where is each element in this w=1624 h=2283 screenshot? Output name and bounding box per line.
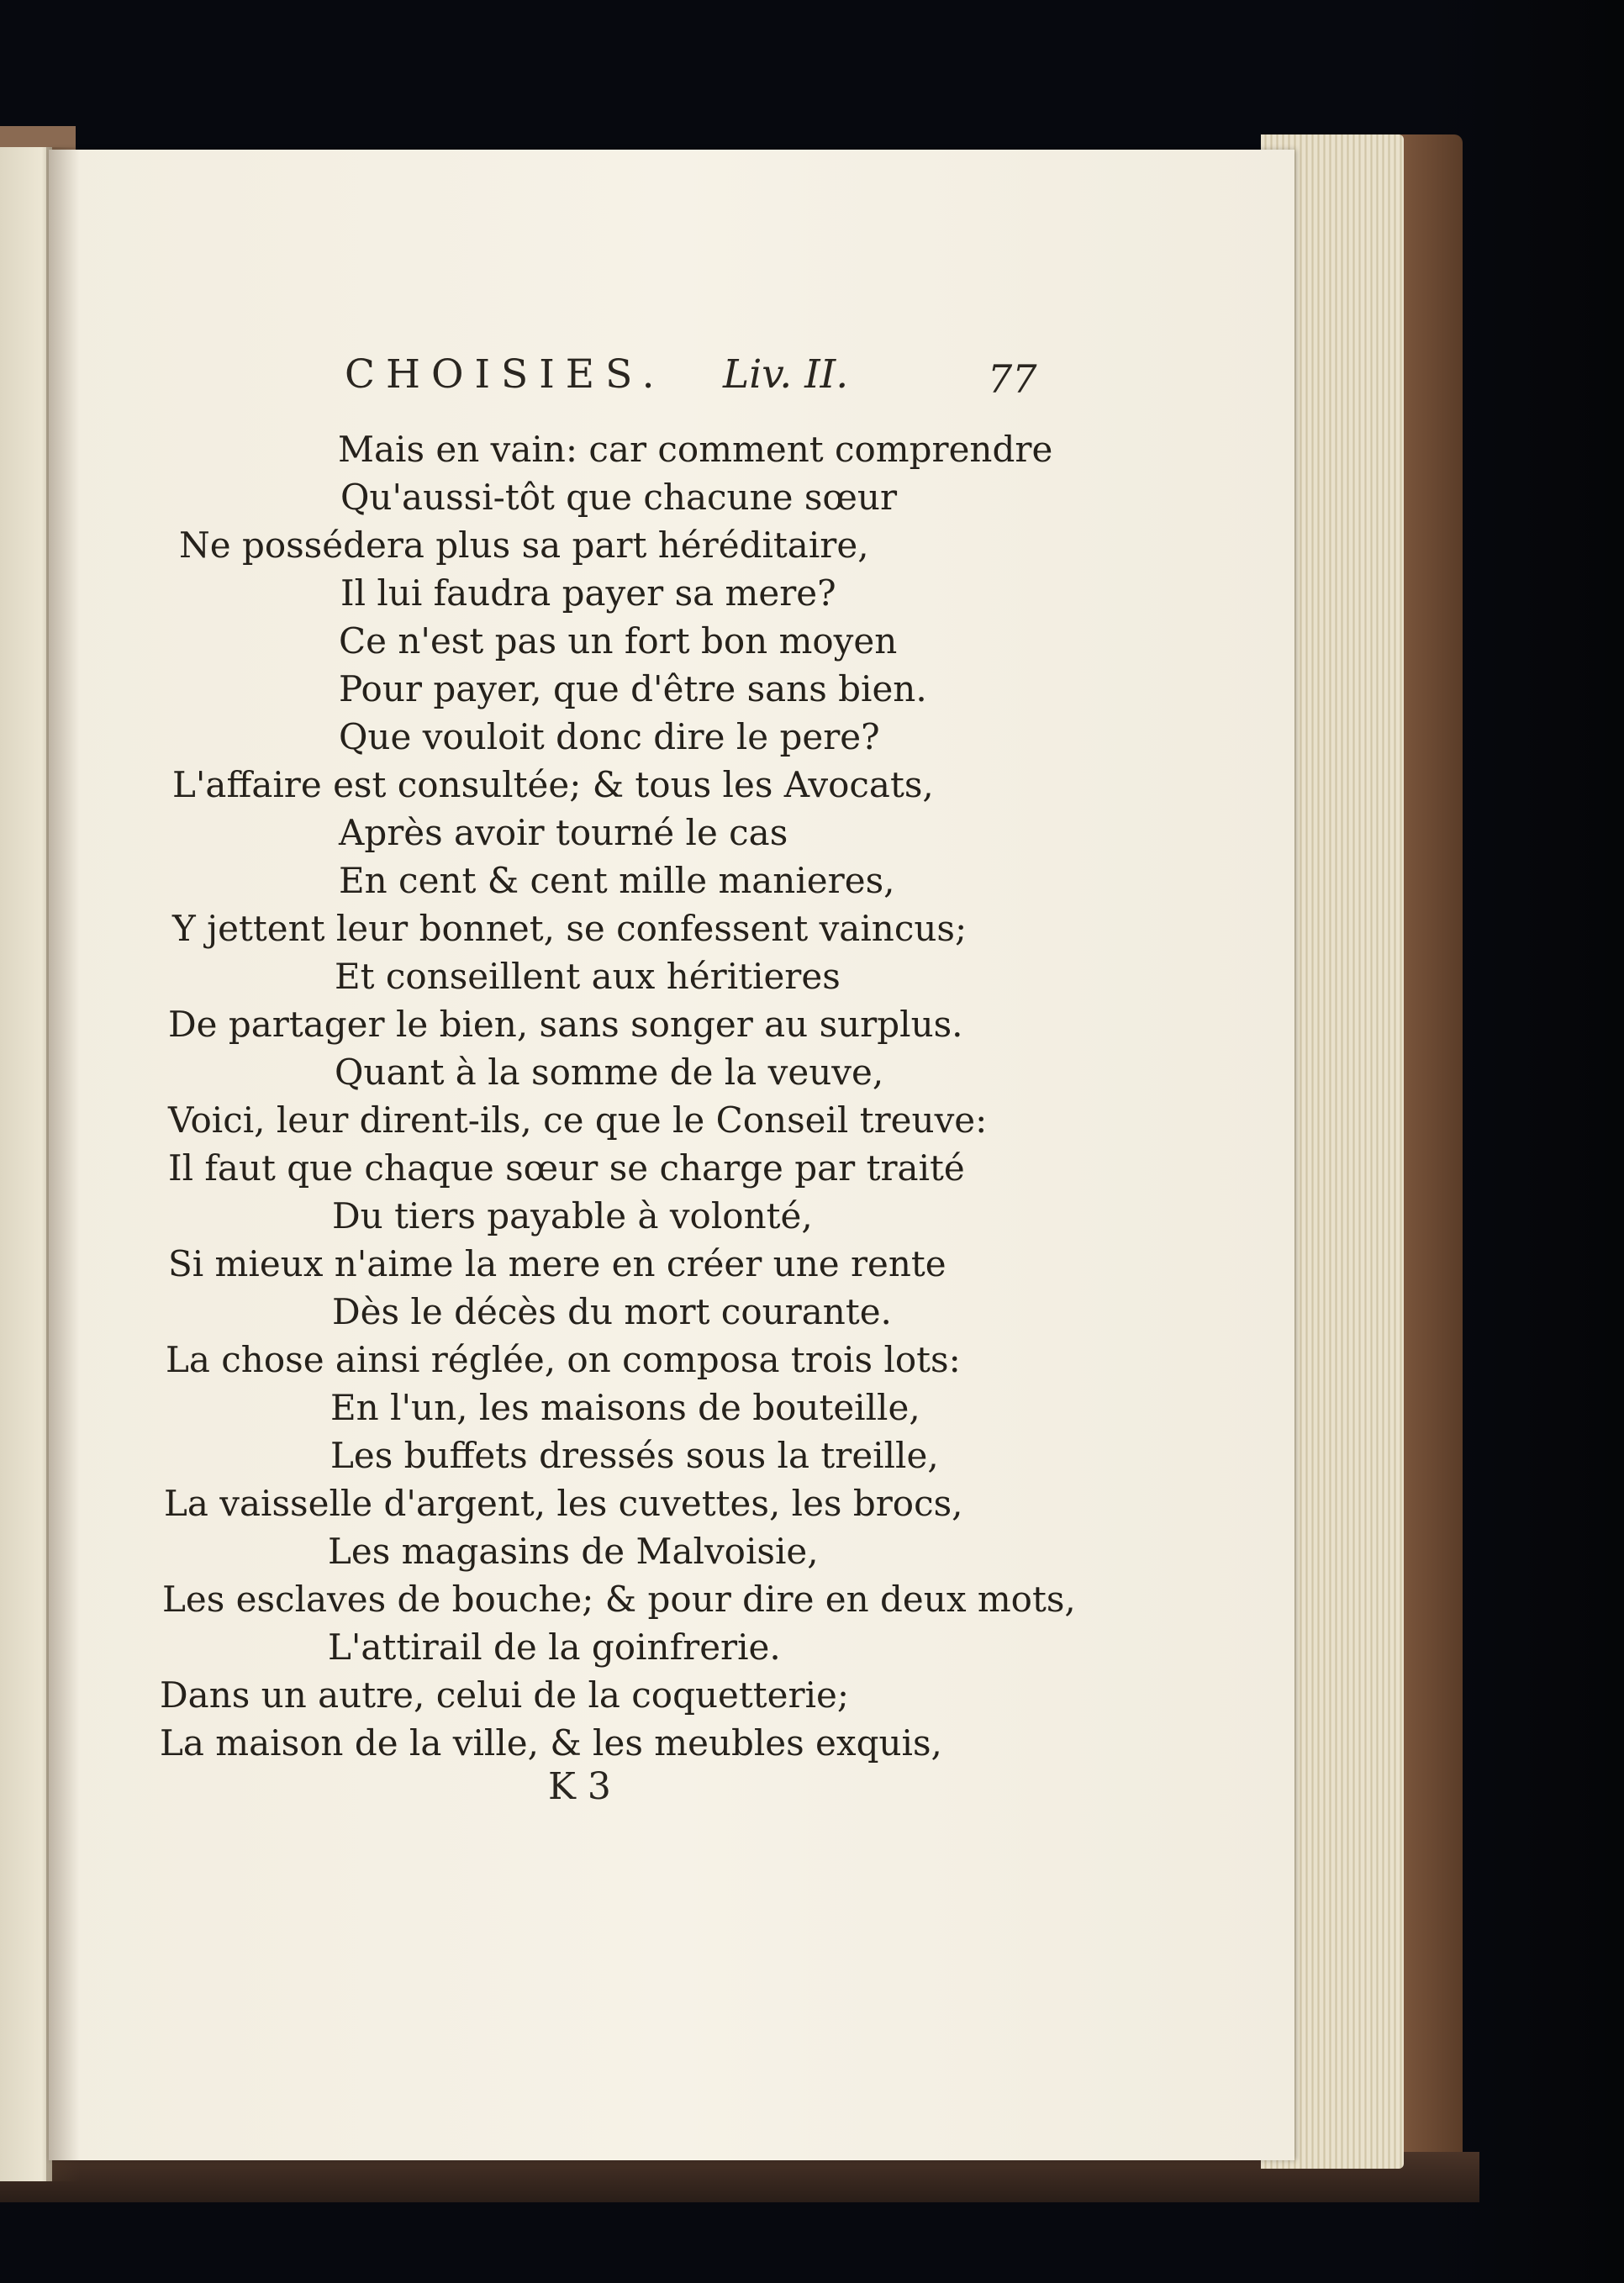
signature-mark: K 3: [548, 1765, 611, 1808]
verse-line: La chose ainsi réglée, on composa trois lots:: [166, 1339, 961, 1380]
verse-line: L'affaire est consultée; & tous les Avocats,: [172, 764, 934, 805]
verse-line: Y jettent leur bonnet, se confessent vaincus;: [172, 908, 968, 949]
verse-line: Dès le décès du mort courante.: [332, 1291, 892, 1332]
running-head-book: Liv. II.: [723, 351, 849, 398]
verse-line: Il lui faudra payer sa mere?: [340, 572, 836, 614]
verse-line: Du tiers payable à volonté,: [332, 1195, 813, 1236]
verse-line: Les buffets dressés sous la treille,: [330, 1435, 939, 1476]
verse-line: Qu'aussi-tôt que chacune sœur: [340, 477, 898, 518]
page-number: 77: [988, 356, 1037, 402]
verse-line: Ce n'est pas un fort bon moyen: [339, 620, 898, 662]
verse-line: Les magasins de Malvoisie,: [328, 1531, 819, 1572]
verse-line: L'attirail de la goinfrerie.: [328, 1627, 781, 1668]
verse-line: La maison de la ville, & les meubles exquis,: [160, 1722, 942, 1764]
verse-line: Que vouloit donc dire le pere?: [339, 716, 880, 757]
running-head-title: CHOISIES.: [345, 351, 666, 398]
verse-line: Mais en vain: car comment comprendre: [338, 429, 1053, 470]
verse-line: De partager le bien, sans songer au surplus.: [168, 1004, 963, 1045]
verse-line: En cent & cent mille manieres,: [339, 860, 895, 901]
verse-line: Ne possédera plus sa part héréditaire,: [179, 525, 869, 566]
verse-line: Si mieux n'aime la mere en créer une rente: [168, 1243, 946, 1284]
verse-line: Et conseillent aux héritieres: [335, 956, 841, 997]
verse-line: Après avoir tourné le cas: [339, 812, 788, 853]
verse-line: En l'un, les maisons de bouteille,: [330, 1387, 920, 1428]
verse-line: La vaisselle d'argent, les cuvettes, les brocs,: [164, 1483, 963, 1524]
verse-line: Il faut que chaque sœur se charge par traité: [168, 1147, 965, 1189]
verse-line: Pour payer, que d'être sans bien.: [339, 668, 927, 709]
verse-line: Quant à la somme de la veuve,: [335, 1052, 884, 1093]
verse-line: Dans un autre, celui de la coquetterie;: [160, 1674, 850, 1716]
verse-line: Les esclaves de bouche; & pour dire en deux mots,: [162, 1579, 1076, 1620]
verse-line: Voici, leur dirent-ils, ce que le Conseil treuve:: [168, 1099, 988, 1141]
